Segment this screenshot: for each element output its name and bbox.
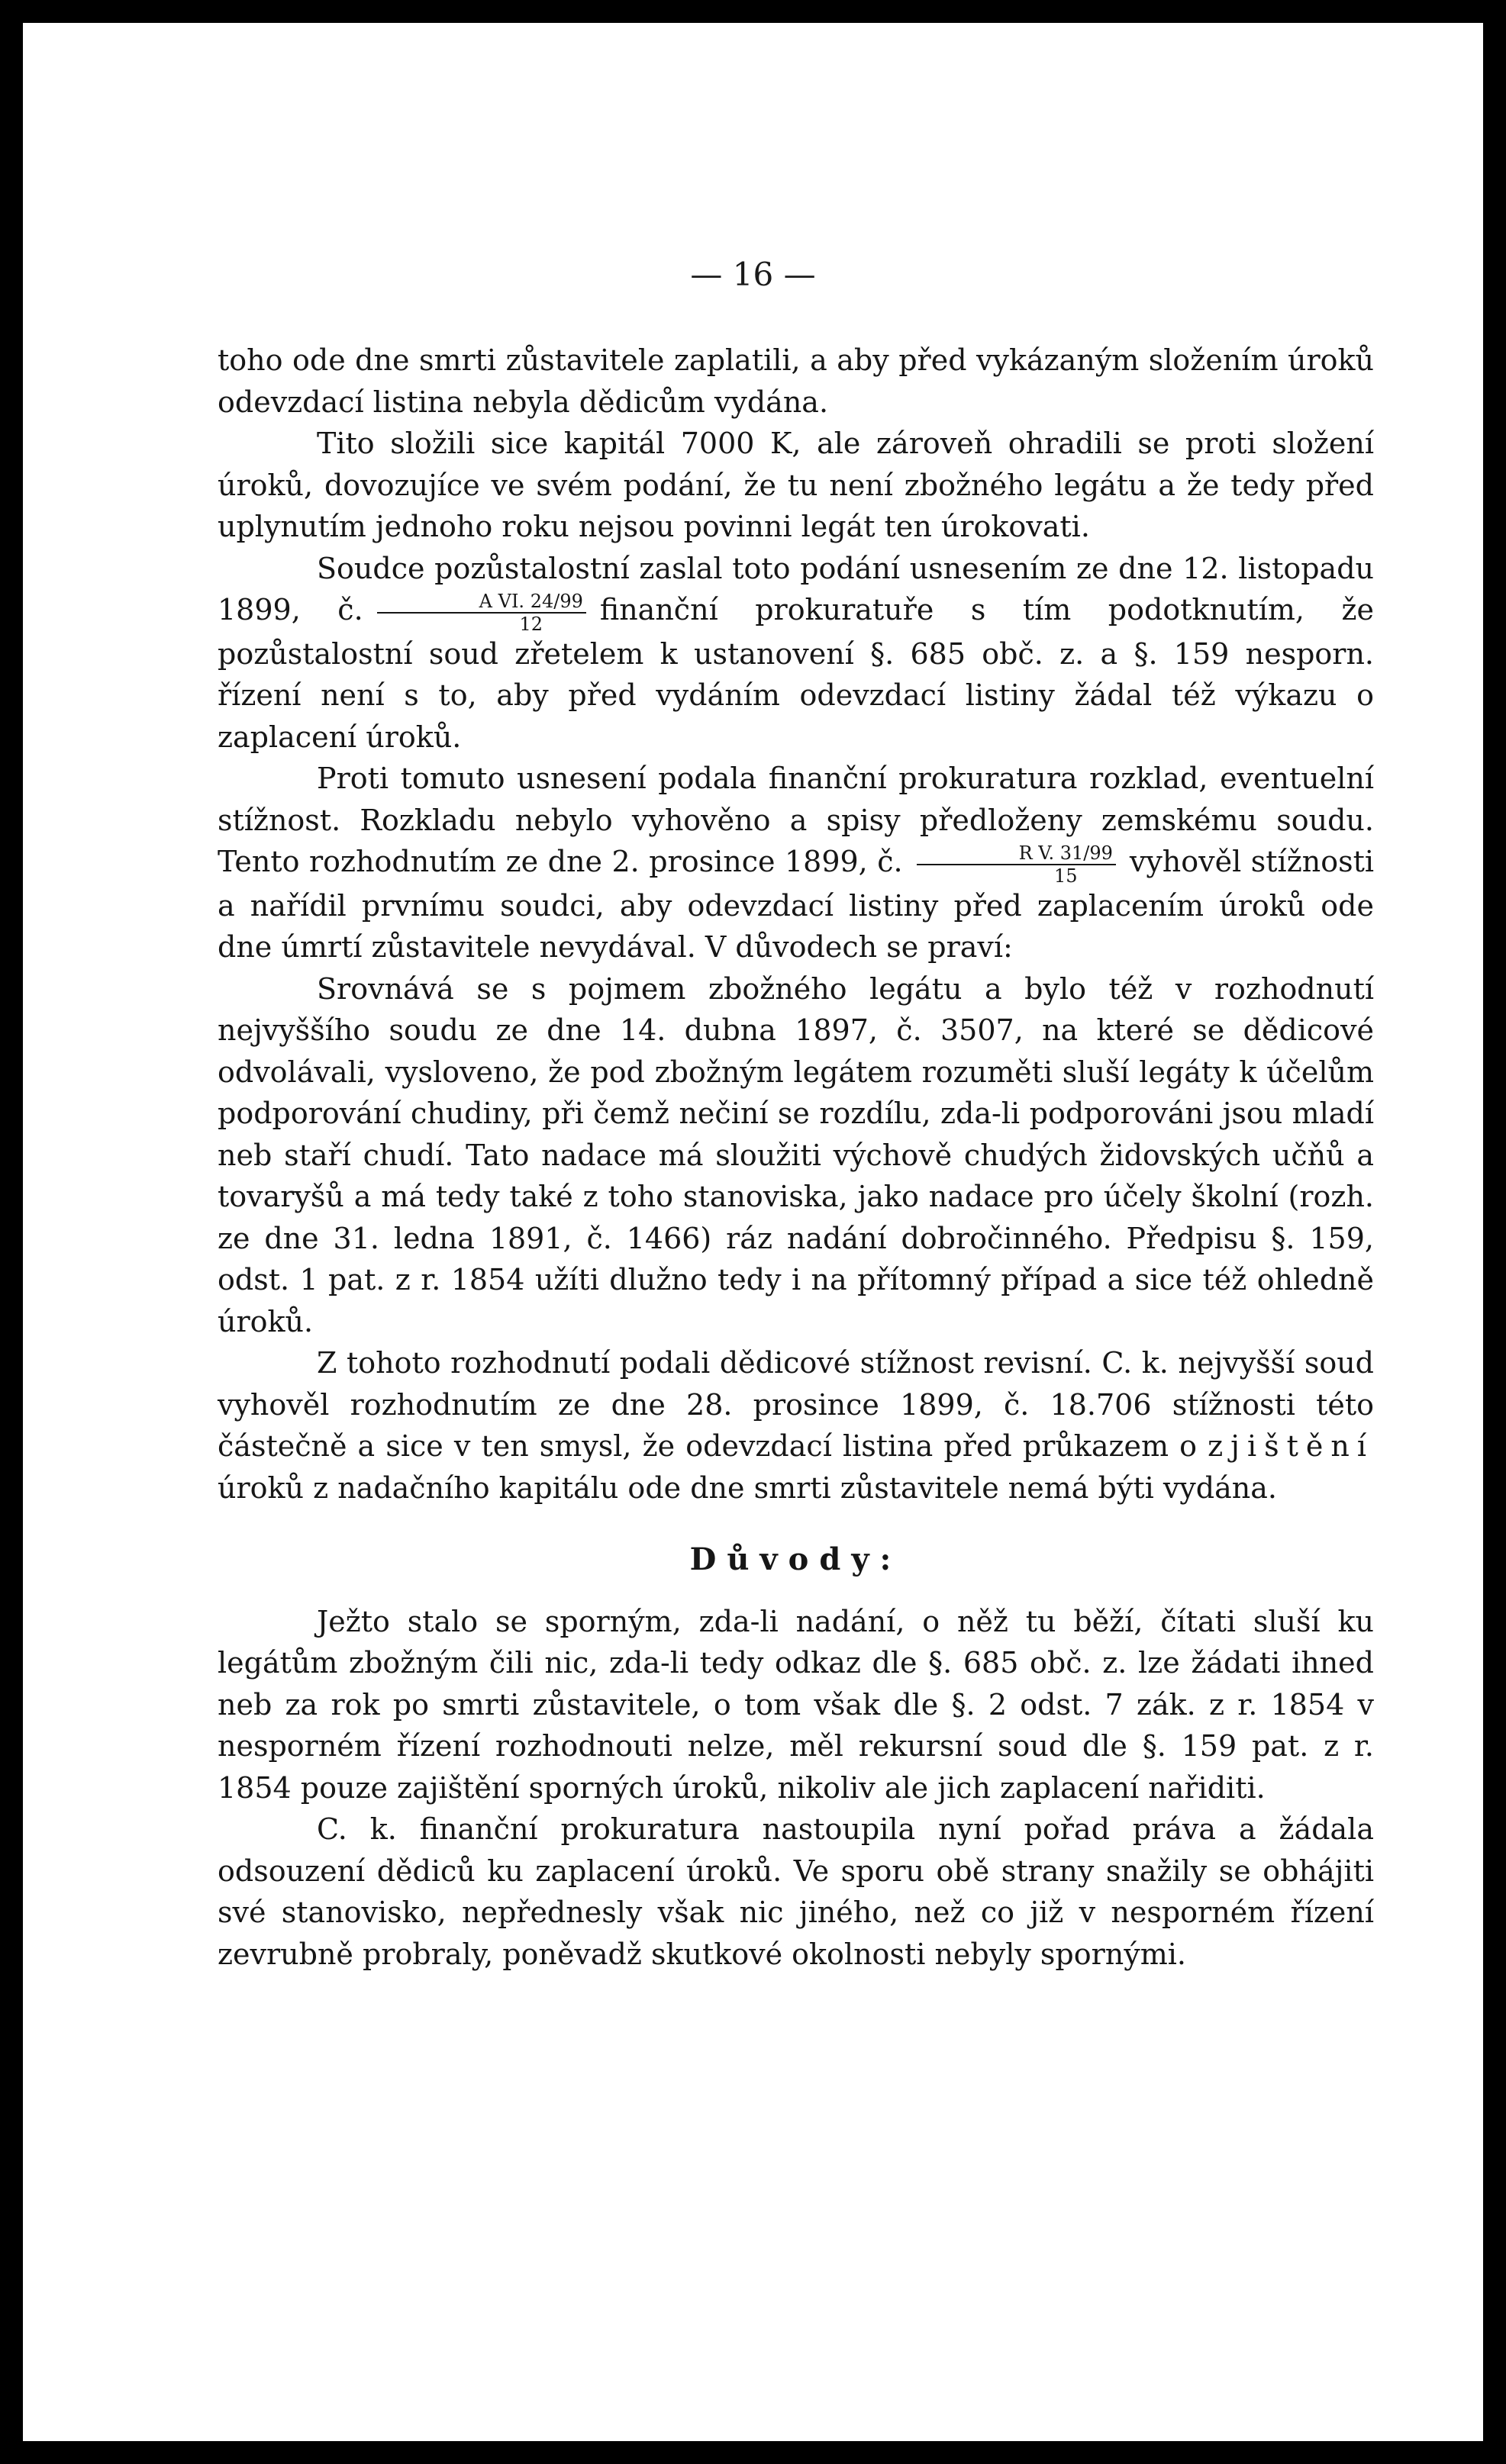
document-page <box>23 23 1483 2441</box>
fraction-denominator: 15 <box>1053 865 1078 887</box>
case-number-fraction <box>917 844 1116 885</box>
paragraph-3-end: finanční prokuratuře s tím podotknutím, že pozůstalostní soud zřetelem k ustanovení §. 685 obč. z. a §. 159 nesporn. řízení není s to, aby před vydáním odevzdací listiny žádal též výkazu o zaplacení úroků. <box>218 593 1374 754</box>
fraction-numerator: R V. 31/99 <box>917 844 1116 865</box>
paragraph-3-start: Soudce pozůstalostní zaslal toto podání usnesením ze dne 12. listopadu 1899, č. <box>218 551 1374 626</box>
body-text <box>218 340 1374 1975</box>
paragraph-4-end: vyhověl stížnosti a nařídil prvnímu soudci, aby odevzdací listiny před zaplacením úroků ode dne úmrtí zůstavitele nevydával. V důvodech se praví: <box>218 845 1374 964</box>
paragraph-4 <box>218 758 1374 968</box>
paragraph-6 <box>218 1342 1374 1509</box>
spaced-word: zjištění <box>1208 1429 1374 1463</box>
paragraph-3 <box>218 548 1374 759</box>
page-number: — 16 — <box>690 256 816 293</box>
case-number-fraction <box>377 592 586 633</box>
fraction-denominator: 12 <box>519 613 543 635</box>
fraction-numerator: A VI. 24/99 <box>377 592 586 614</box>
section-heading: Důvody: <box>689 1541 902 1577</box>
paragraph-6-start: Z tohoto rozhodnutí podali dědicové stížnost revisní. C. k. nejvyšší soud vyhověl rozhodnutím ze dne 28. prosince 1899, č. 18.706 stížnosti této částečně a sice v ten smysl, že odevzdací listina před průkazem o <box>218 1346 1374 1463</box>
paragraph-5: Srovnává se s pojmem zbožného legátu a bylo též v rozhodnutí nejvyššího soudu ze dne 14. dubna 1897, č. 3507, na které se dědicové odvolávali, vysloveno, že pod zbožným legátem rozuměti sluší legáty k účelům podporování chudiny, při čemž nečiní se rozdílu, zda-li podporováni jsou mladí neb staří chudí. Tato nadace má sloužiti výchově chudých židovských učňů a tovaryšů a má tedy také z toho stanoviska, jako nadace pro účely školní (rozh. ze dne 31. ledna 1891, č. 1466) ráz nadání dobročinného. Předpisu §. 159, odst. 1 pat. z r. 1854 užíti dlužno tedy i na přítomný případ a sice též ohledně úroků. <box>218 971 1374 1338</box>
paragraph-1: toho ode dne smrti zůstavitele zaplatili, a aby před vykázaným složením úroků odevzdací listina nebyla dědicům vydána. <box>218 343 1374 419</box>
paragraph-8: C. k. finanční prokuratura nastoupila nyní pořad práva a žádala odsouzení dědiců ku zaplacení úroků. Ve sporu obě strany snažily se obhájiti své stanovisko, nepřednesly však nic jiného, než co již v nesporném řízení zevrubně probraly, poněvadž skutkové okolnosti nebyly spornými. <box>218 1812 1374 1971</box>
paragraph-7: Ježto stalo se sporným, zda-li nadání, o něž tu běží, čítati sluší ku legátům zbožným čili nic, zda-li tedy odkaz dle §. 685 obč. z. lze žádati ihned neb za rok po smrti zůstavitele, o tom však dle §. 2 odst. 7 zák. z r. 1854 v nesporném řízení rozhodnouti nelze, měl rekursní soud dle §. 159 pat. z r. 1854 pouze zajištění sporných úroků, nikoliv ale jich zaplacení nařiditi. <box>218 1604 1374 1805</box>
paragraph-6-end: úroků z nadačního kapitálu ode dne smrti zůstavitele nemá býti vydána. <box>218 1470 1277 1505</box>
paragraph-4-start: Proti tomuto usnesení podala finanční prokuratura rozklad, eventuelní stížnost. Rozkladu nebylo vyhověno a spisy předloženy zemskému soudu. Tento rozhodnutím ze dne 2. prosince 1899, č. <box>218 762 1374 878</box>
paragraph-2: Tito složili sice kapitál 7000 K, ale zároveň ohradili se proti složení úroků, dovozujíce ve svém podání, že tu není zbožného legátu a že tedy před uplynutím jednoho roku nejsou povinni legát ten úrokovati. <box>218 427 1374 543</box>
